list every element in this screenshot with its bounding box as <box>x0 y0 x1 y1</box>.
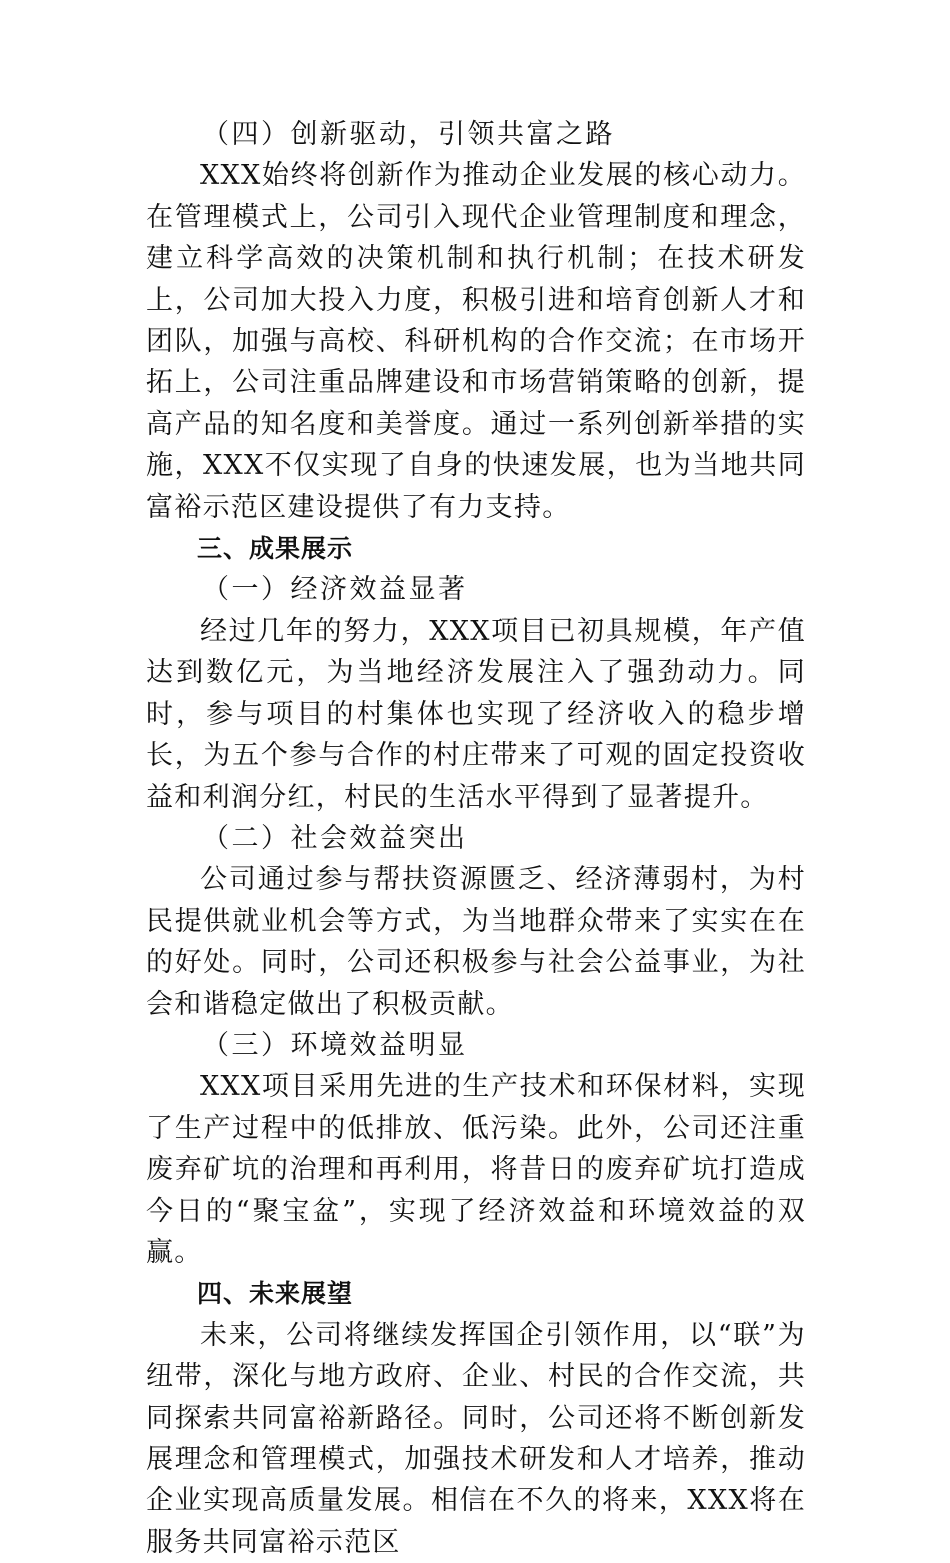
subheading-innovation: （四）创新驱动，引领共富之路 <box>202 119 615 150</box>
subheading-social-benefits: （二）社会效益突出 <box>202 822 468 854</box>
paragraph-environmental-benefits: XXX项目采用先进的生产技术和环保材料，实现了生产过程中的低排放、低污染。此外，公司还注重废弃矿坑的治理和再利用，将昔日的废弃矿坑打造成今日的“聚宝盆”，实现了经济效益和环境效益的双赢。 <box>146 1071 806 1268</box>
paragraph-outlook: 未来，公司将继续发挥国企引领作用，以“联”为纽带，深化与地方政府、企业、村民的合作交流，共同探索共同富裕新路径。同时，公司还将不断创新发展理念和管理模式，加强技术研发和人才培养，推动企业实现高质量发展。相信在不久的将来，XXX将在服务共同富裕示范区 <box>146 1319 806 1558</box>
subheading-environmental-benefits: （三）环境效益明显 <box>202 1029 468 1061</box>
section-heading-results: 三、成果展示 <box>197 534 354 564</box>
paragraph-economic-benefits: 经过几年的努力，XXX项目已初具规模，年产值达到数亿元，为当地经济发展注入了强劲动力。同时，参与项目的村集体也实现了经济收入的稳步增长，为五个参与合作的村庄带来了可观的固定投资收益和利润分红，村民的生活水平得到了显著提升。 <box>146 615 806 813</box>
paragraph-innovation: XXX始终将创新作为推动企业发展的核心动力。在管理模式上，公司引入现代企业管理制度和理念，建立科学高效的决策机制和执行机制；在技术研发上，公司加大投入力度，积极引进和培育创新人才和团队，加强与高校、科研机构的合作交流；在市场开拓上，公司注重品牌建设和市场营销策略的创新，提高产品的知名度和美誉度。通过一系列创新举措的实施，XXX不仅实现了自身的快速发展，也为当地共同富裕示范区建设提供了有力支持。 <box>146 160 806 523</box>
subheading-economic-benefits: （一）经济效益显著 <box>202 574 468 606</box>
document-page <box>146 114 806 1563</box>
section-heading-outlook: 四、未来展望 <box>197 1279 354 1309</box>
paragraph-social-benefits: 公司通过参与帮扶资源匮乏、经济薄弱村，为村民提供就业机会等方式，为当地群众带来了实实在在的好处。同时，公司还积极参与社会公益事业，为社会和谐稳定做出了积极贡献。 <box>146 864 806 1020</box>
